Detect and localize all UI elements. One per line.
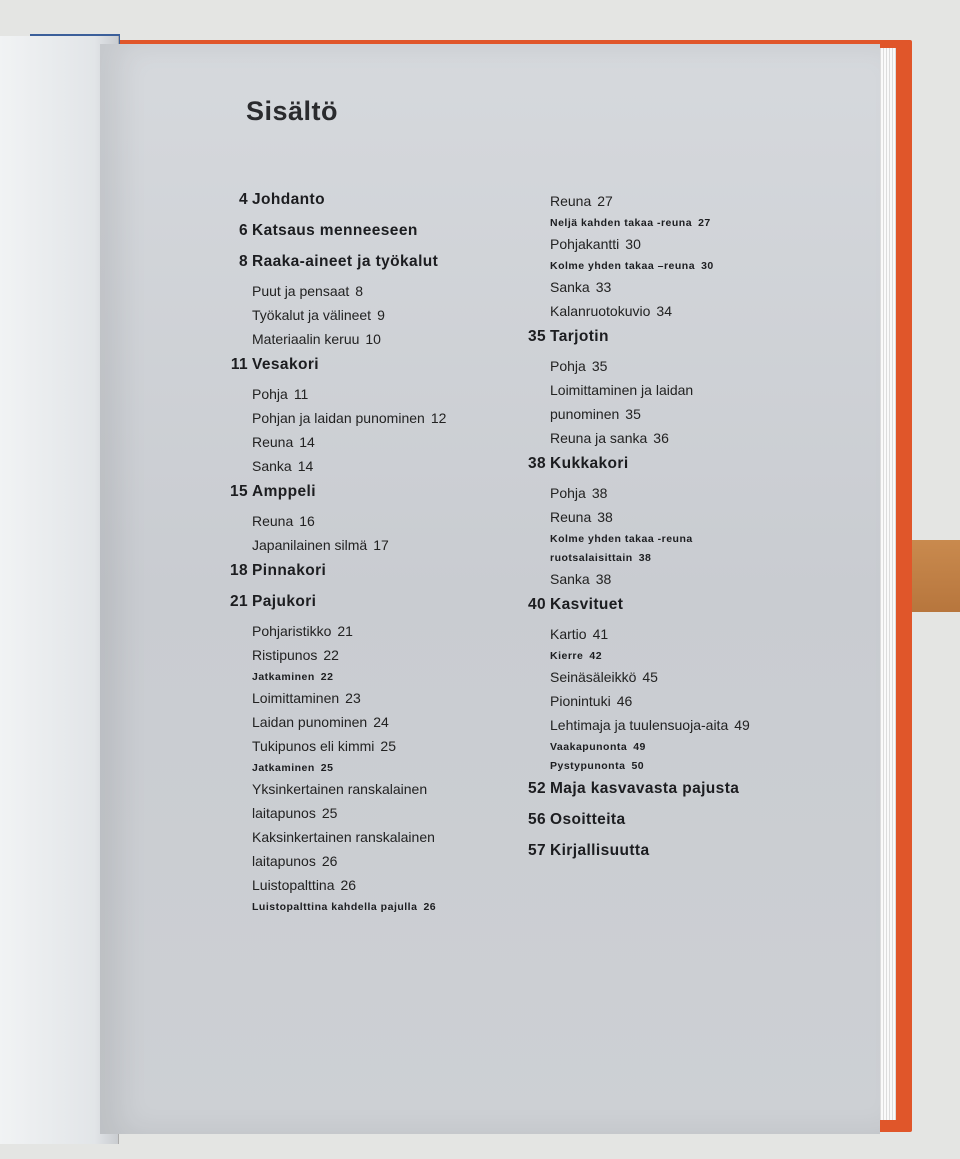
entry-page-number: 35 [625, 406, 641, 422]
toc-chapter [520, 777, 810, 808]
entry-page-number: 25 [320, 762, 334, 774]
entry-title: Pohjan ja laidan punominen [252, 410, 425, 426]
entry-page-number: 11 [293, 386, 309, 402]
toc-section [222, 779, 502, 803]
entry-title: Tukipunos eli kimmi [252, 738, 375, 754]
toc-chapter [222, 590, 502, 621]
entry-page-number: 9 [377, 307, 385, 323]
entry-page-number: 22 [323, 647, 339, 663]
entry-page-number: 16 [299, 513, 315, 529]
chapter-title: Maja kasvavasta pajusta [550, 780, 740, 797]
entry-title: Yksinkertainen ranskalainen [252, 781, 428, 797]
toc-chapter [222, 219, 502, 250]
entry-page-number: 26 [423, 901, 437, 913]
toc-subsection [520, 258, 810, 277]
toc-section [520, 483, 810, 507]
chapter-page-number: 18 [229, 562, 248, 579]
entry-title: Vaakapunonta [550, 741, 628, 753]
toc-section [222, 688, 502, 712]
page-title: Sisältö [246, 96, 339, 126]
toc-section [520, 691, 810, 715]
toc-section [520, 667, 810, 691]
chapter-page-number: 35 [527, 328, 546, 345]
toc-section [520, 404, 810, 428]
toc-section [222, 803, 502, 827]
chapter-page-number: 15 [229, 483, 248, 500]
entry-title: Ristipunos [252, 647, 318, 663]
entry-title: Reuna [252, 513, 294, 529]
toc-chapter [520, 593, 810, 624]
entry-title: Reuna [252, 434, 294, 450]
toc-section [520, 715, 810, 739]
entry-title: Pionintuki [550, 693, 611, 709]
entry-page-number: 30 [625, 236, 641, 252]
entry-title: Reuna [550, 509, 592, 525]
chapter-title: Amppeli [252, 483, 316, 500]
chapter-page-number: 56 [527, 811, 546, 828]
chapter-title: Tarjotin [550, 328, 609, 345]
entry-title: Kalanruotokuvio [550, 303, 651, 319]
entry-page-number: 17 [373, 537, 389, 553]
toc-section [520, 356, 810, 380]
entry-title: ruotsalaisittain [550, 552, 633, 564]
toc-section [520, 301, 810, 325]
entry-title: Pohja [252, 386, 288, 402]
toc-section [222, 511, 502, 535]
entry-title: Puut ja pensaat [252, 283, 350, 299]
toc-section [222, 736, 502, 760]
toc-section [222, 432, 502, 456]
entry-title: Reuna [550, 193, 592, 209]
entry-page-number: 27 [597, 193, 613, 209]
chapter-title: Johdanto [252, 191, 325, 208]
entry-page-number: 24 [373, 714, 389, 730]
entry-title: Japanilainen silmä [252, 537, 368, 553]
entry-page-number: 46 [616, 693, 633, 709]
entry-page-number: 21 [337, 623, 353, 639]
entry-title: Sanka [550, 279, 590, 295]
toc-section [222, 875, 502, 899]
toc-subsection [222, 760, 502, 779]
entry-title: Kierre [550, 650, 584, 662]
chapter-title: Kasvituet [550, 596, 624, 613]
toc-section [520, 507, 810, 531]
toc-right-column [520, 191, 810, 870]
toc-subsection [520, 648, 810, 667]
chapter-title: Vesakori [252, 356, 319, 373]
chapter-title: Raaka-aineet ja työkalut [252, 253, 439, 270]
toc-chapter [222, 250, 502, 281]
toc-section [222, 645, 502, 669]
entry-page-number: 12 [430, 410, 447, 426]
toc-section [222, 329, 502, 353]
toc-chapter [520, 839, 810, 870]
chapter-page-number: 4 [238, 191, 248, 208]
entry-page-number: 41 [592, 626, 609, 642]
entry-page-number: 26 [321, 853, 338, 869]
entry-title: Pohja [550, 485, 586, 501]
toc-section [222, 851, 502, 875]
entry-title: Luistopalttina [252, 877, 335, 893]
entry-title: Kolme yhden takaa –reuna [550, 260, 696, 272]
toc-chapter [222, 480, 502, 511]
toc-section [520, 277, 810, 301]
toc-section [520, 380, 810, 404]
toc-section [222, 281, 502, 305]
entry-title: Pohja [550, 358, 586, 374]
toc-subsection [520, 531, 810, 550]
entry-title: Laidan punominen [252, 714, 368, 730]
entry-title: Kolme yhden takaa -reuna [550, 533, 693, 545]
chapter-title: Osoitteita [550, 811, 626, 828]
toc-chapter [520, 808, 810, 839]
entry-title: Työkalut ja välineet [252, 307, 372, 323]
toc-section [520, 428, 810, 452]
toc-section [222, 621, 502, 645]
toc-section [222, 456, 502, 480]
toc-subsection [520, 215, 810, 234]
entry-title: punominen [550, 406, 620, 422]
entry-title: Jatkaminen [252, 671, 315, 683]
chapter-title: Katsaus menneeseen [252, 222, 418, 239]
entry-title: Pohjakantti [550, 236, 620, 252]
chapter-page-number: 57 [527, 842, 546, 859]
entry-title: Kaksinkertainen ranskalainen [252, 829, 435, 845]
toc-chapter [520, 452, 810, 483]
entry-page-number: 25 [321, 805, 338, 821]
entry-title: Pohjaristikko [252, 623, 332, 639]
chapter-page-number: 21 [229, 593, 248, 610]
entry-page-number: 25 [380, 738, 396, 754]
entry-title: Lehtimaja ja tuulensuoja-aita [550, 717, 729, 733]
toc-subsection [222, 669, 502, 688]
toc-section [222, 827, 502, 851]
entry-title: Sanka [252, 458, 292, 474]
entry-title: Seinäsäleikkö [550, 669, 637, 685]
entry-title: Kartio [550, 626, 587, 642]
entry-page-number: 38 [638, 552, 652, 564]
entry-title: Reuna ja sanka [550, 430, 648, 446]
entry-title: Luistopalttina kahdella pajulla [252, 901, 418, 913]
toc-section [520, 191, 810, 215]
chapter-page-number: 40 [527, 596, 546, 613]
toc-section [520, 624, 810, 648]
entry-page-number: 14 [299, 434, 315, 450]
toc-subsection [520, 739, 810, 758]
entry-title: Neljä kahden takaa -reuna [550, 217, 693, 229]
entry-title: Materiaalin keruu [252, 331, 360, 347]
entry-page-number: 8 [355, 283, 364, 299]
entry-page-number: 14 [297, 458, 314, 474]
toc-section [222, 535, 502, 559]
chapter-page-number: 38 [527, 455, 546, 472]
entry-page-number: 38 [597, 509, 613, 525]
entry-page-number: 38 [595, 571, 612, 587]
chapter-title: Pinnakori [252, 562, 327, 579]
chapter-title: Pajukori [252, 593, 317, 610]
entry-page-number: 36 [653, 430, 669, 446]
entry-title: Loimittaminen ja laidan [550, 382, 694, 398]
entry-page-number: 45 [642, 669, 658, 685]
toc-subsection [520, 550, 810, 569]
toc-section [222, 712, 502, 736]
entry-page-number: 22 [320, 671, 334, 683]
chapter-page-number: 52 [527, 780, 546, 797]
toc-chapter [222, 559, 502, 590]
entry-page-number: 30 [701, 260, 714, 272]
toc-left-column [222, 188, 502, 918]
toc-section [520, 234, 810, 258]
entry-title: Sanka [550, 571, 590, 587]
entry-title: laitapunos [252, 853, 316, 869]
entry-page-number: 23 [345, 690, 361, 706]
chapter-page-number: 6 [238, 222, 248, 239]
toc-section [520, 569, 810, 593]
toc-subsection [520, 758, 810, 777]
entry-page-number: 26 [340, 877, 357, 893]
toc-section [222, 408, 502, 432]
entry-page-number: 34 [656, 303, 672, 319]
entry-page-number: 27 [698, 217, 711, 229]
toc-section [222, 305, 502, 329]
toc-subsection [222, 899, 502, 918]
toc-chapter [222, 188, 502, 219]
chapter-page-number: 8 [238, 253, 248, 270]
entry-page-number: 10 [365, 331, 381, 347]
entry-title: Jatkaminen [252, 762, 315, 774]
entry-title: Loimittaminen [252, 690, 340, 706]
entry-page-number: 50 [631, 760, 645, 772]
chapter-title: Kirjallisuutta [550, 842, 650, 859]
entry-page-number: 38 [591, 485, 608, 501]
chapter-page-number: 11 [230, 356, 248, 373]
toc-chapter [520, 325, 810, 356]
entry-page-number: 49 [633, 741, 646, 753]
entry-title: Pystypunonta [550, 760, 626, 772]
toc-section [222, 384, 502, 408]
entry-page-number: 42 [589, 650, 603, 662]
entry-page-number: 35 [591, 358, 608, 374]
toc-chapter [222, 353, 502, 384]
chapter-title: Kukkakori [550, 455, 629, 472]
entry-page-number: 49 [734, 717, 750, 733]
entry-title: laitapunos [252, 805, 316, 821]
entry-page-number: 33 [595, 279, 612, 295]
